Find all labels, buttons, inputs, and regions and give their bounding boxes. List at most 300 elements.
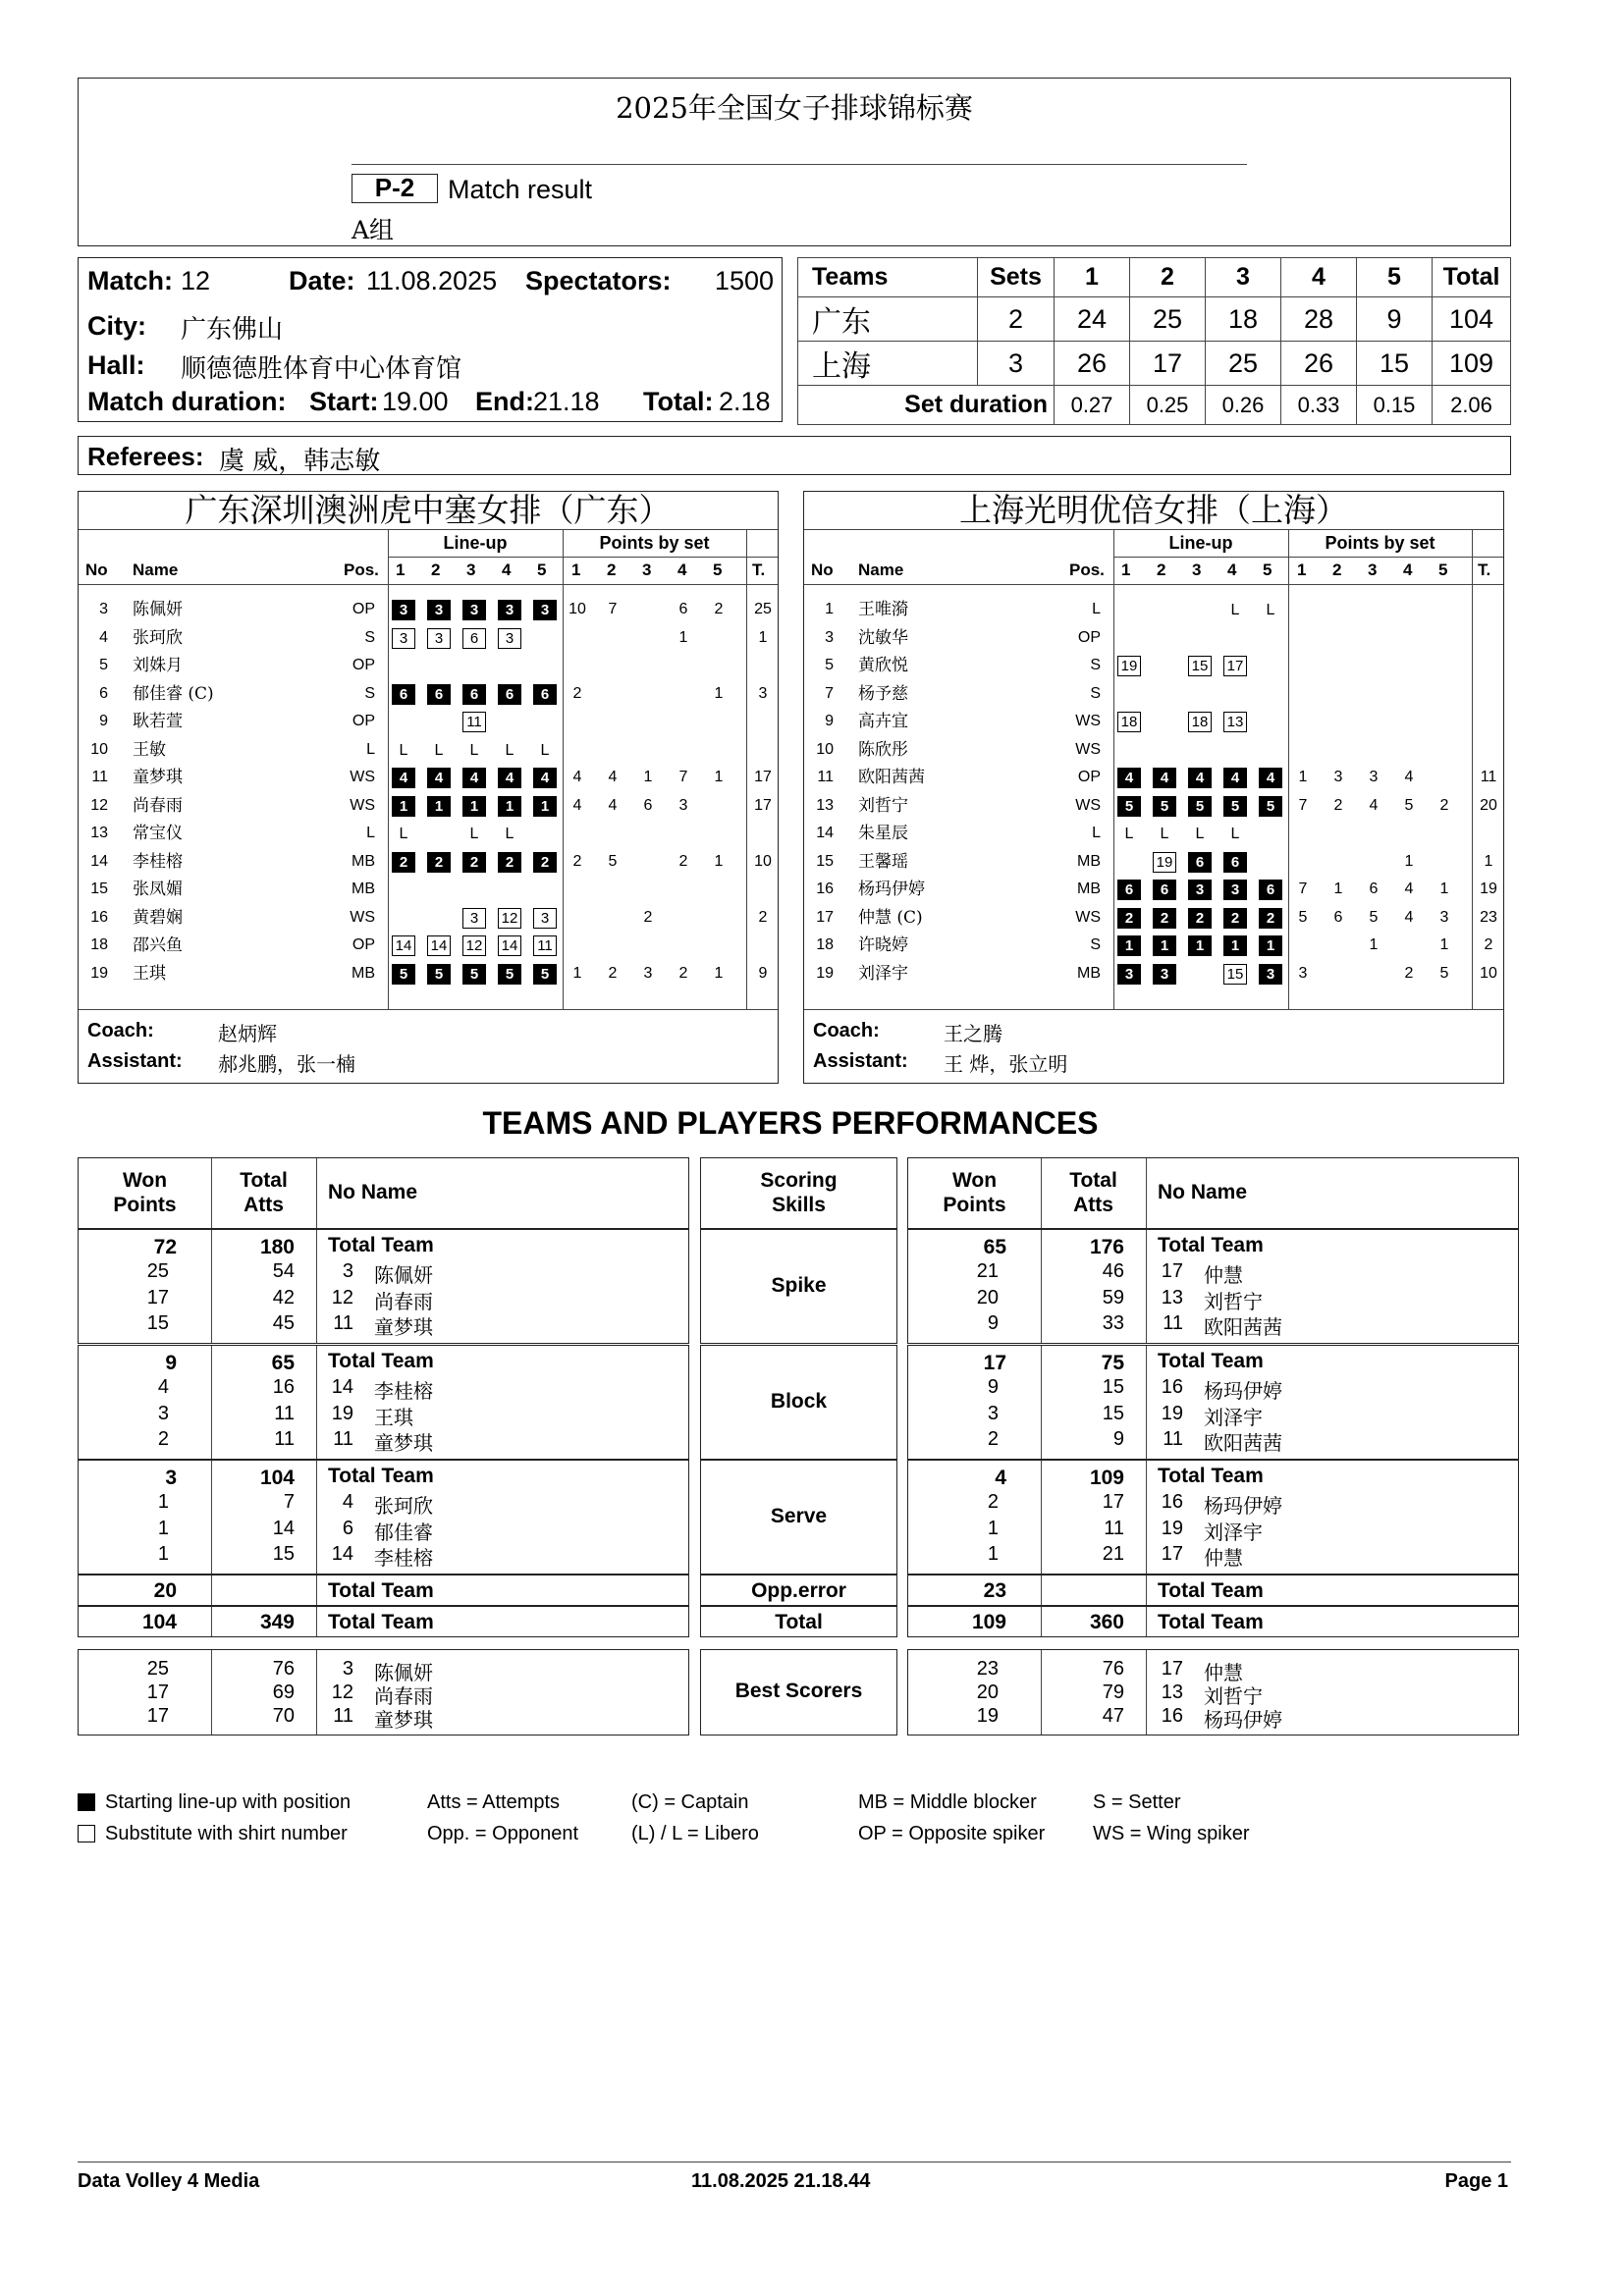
player-position: OP	[352, 657, 375, 673]
lineup-cell: 2	[1117, 908, 1141, 929]
player-name: 杨玛伊婷	[1204, 1708, 1282, 1732]
shirt-no: 11	[333, 1705, 353, 1727]
player-row	[79, 848, 778, 876]
lineup-cell: 3	[392, 628, 415, 649]
total-row-name	[700, 1606, 897, 1637]
lineup-cell: 13	[1223, 712, 1247, 732]
lineup-cell: 11	[533, 935, 557, 956]
sets-header: Sets	[978, 258, 1055, 297]
player-name: 仲慧	[1204, 1263, 1243, 1287]
lineup-cell: 19	[1153, 852, 1176, 873]
atts: 76	[1102, 1658, 1124, 1680]
shirt-no: 11	[333, 1428, 353, 1450]
total-points-header: T.	[1478, 561, 1491, 579]
lineup-cell: 14	[392, 935, 415, 956]
won-points: 1	[157, 1491, 169, 1513]
player-row	[804, 876, 1503, 903]
won-points: 21	[976, 1260, 999, 1282]
atts: 360	[1089, 1611, 1124, 1633]
shirt-no: 17	[1161, 1543, 1183, 1565]
lineup-set-header: 1	[396, 561, 406, 579]
player-row	[804, 624, 1503, 652]
lineup-cell: 3	[427, 600, 451, 620]
lineup-cell: 5	[1259, 796, 1282, 817]
lineup-cell: 1	[1223, 935, 1247, 956]
set-points: 2	[608, 964, 618, 982]
set-points: 2	[1333, 796, 1343, 814]
set5-header: 5	[1357, 258, 1433, 297]
scoring-skills-header: Scoring Skills	[760, 1169, 838, 1216]
player-row	[79, 764, 778, 791]
lineup-cell: 5	[462, 964, 486, 985]
city-label: City:	[87, 311, 146, 341]
atts: 76	[272, 1658, 295, 1680]
lineup-cell: L	[469, 741, 479, 759]
shirt-no: 14	[331, 1376, 353, 1398]
player-name: 刘泽宇	[1204, 1405, 1263, 1429]
total-points: 2	[1484, 936, 1493, 953]
player-name: 黄碧娴	[133, 907, 183, 928]
lineup-cell: 2	[533, 852, 557, 873]
lineup-cell: 2	[1223, 908, 1247, 929]
total-won-points: 9	[165, 1352, 177, 1374]
lineup-cell: 2	[427, 852, 451, 873]
empty-square-icon	[78, 1825, 95, 1842]
player-name: 杨玛伊婷	[858, 880, 925, 899]
set-points: 1	[1333, 881, 1343, 897]
player-position: WS	[350, 769, 375, 785]
atts: 70	[272, 1705, 295, 1727]
set-points: 3	[643, 964, 653, 982]
player-name: 张凤媚	[133, 880, 183, 899]
set-points: 1	[1369, 936, 1379, 953]
body-rule	[79, 1009, 778, 1010]
won-points: 25	[146, 1658, 169, 1680]
lineup-set-header: 5	[1263, 561, 1272, 579]
lineup-cell: 1	[392, 796, 415, 817]
set-points: 4	[1404, 881, 1414, 897]
player-name: 仲慧 (C)	[858, 907, 923, 928]
player-name: 刘泽宇	[858, 963, 908, 984]
no-header: No	[85, 561, 108, 579]
player-name: 刘泽宇	[1204, 1520, 1263, 1544]
footer-page: Page 1	[1444, 2170, 1508, 2192]
player-position: MB	[352, 964, 375, 982]
lineup-cell: 15	[1223, 964, 1247, 985]
player-row	[804, 680, 1503, 708]
lineup-cell: 11	[462, 712, 486, 732]
skill-block-a	[78, 1460, 689, 1575]
player-name: 杨玛伊婷	[1204, 1494, 1282, 1518]
lineup-cell: 6	[392, 684, 415, 705]
won-points: 17	[146, 1286, 169, 1308]
player-position: WS	[350, 908, 375, 926]
player-name: 陈佩妍	[133, 600, 183, 619]
set3-header: 3	[1206, 258, 1281, 297]
atts: 79	[1102, 1682, 1124, 1703]
player-number: 5	[825, 657, 834, 673]
set-duration-row	[798, 386, 1511, 425]
set4-duration: 0.33	[1281, 386, 1357, 425]
player-position: WS	[1075, 713, 1101, 729]
lineup-cell: 3	[462, 600, 486, 620]
player-name: 沈敏华	[858, 627, 908, 648]
lineup-cell: 1	[1117, 935, 1141, 956]
lineup-cell: 5	[392, 964, 415, 985]
legend-op: OP = Opposite spiker	[858, 1823, 1046, 1844]
atts: 47	[1102, 1705, 1124, 1727]
shirt-no: 17	[1161, 1658, 1183, 1680]
won-points: 4	[157, 1376, 169, 1398]
player-name: 童梦琪	[374, 1315, 433, 1339]
atts: 45	[272, 1312, 295, 1334]
set1-duration: 0.27	[1055, 386, 1130, 425]
player-row	[79, 708, 778, 735]
player-name: 刘姝月	[133, 656, 183, 675]
total-points: 17	[754, 769, 772, 785]
home-set5: 9	[1357, 297, 1433, 342]
player-number: 17	[816, 908, 834, 926]
header-rule	[79, 584, 778, 585]
coach-label: Coach:	[87, 1020, 154, 1041]
player-name: 李桂榕	[374, 1379, 433, 1403]
body-rule	[804, 1009, 1503, 1010]
set-points: 4	[572, 796, 582, 814]
set-points: 2	[572, 852, 582, 870]
footer-rule	[78, 2162, 1511, 2163]
opp_error-row-name	[700, 1575, 897, 1606]
total-points: 17	[754, 796, 772, 814]
lineup-cell: 5	[1223, 796, 1247, 817]
skill-block-b	[907, 1460, 1519, 1575]
lineup-set-header: 4	[1227, 561, 1237, 579]
set-points: 5	[608, 852, 618, 870]
lineup-set-header: 2	[431, 561, 441, 579]
set-points: 1	[1439, 881, 1449, 897]
lineup-cell: 5	[1153, 796, 1176, 817]
atts: 11	[274, 1428, 295, 1450]
total-points: 1	[758, 628, 768, 646]
lineup-cell: 4	[533, 768, 557, 788]
match-date: 11.08.2025	[366, 266, 498, 295]
player-position: WS	[1075, 796, 1101, 814]
player-number: 16	[816, 881, 834, 897]
col-rule	[1146, 1230, 1147, 1343]
lineup-cell: L	[1195, 826, 1205, 842]
lineup-cell: 5	[1117, 796, 1141, 817]
legend-libero: (L) / L = Libero	[631, 1823, 759, 1844]
player-name: 朱星辰	[858, 824, 908, 843]
set-points: 3	[1369, 769, 1379, 785]
home-total: 104	[1433, 297, 1511, 342]
player-name: 杨予慈	[858, 683, 908, 704]
player-name: 欧阳茜茜	[1204, 1315, 1282, 1339]
total-atts: 104	[259, 1467, 295, 1489]
shirt-no: 19	[331, 1402, 353, 1424]
start-time: 19.00	[382, 387, 449, 416]
atts: 16	[272, 1376, 295, 1398]
lineup-cell: L	[540, 741, 550, 759]
player-name: 欧阳茜茜	[858, 768, 925, 787]
player-position: OP	[352, 713, 375, 729]
player-name: 杨玛伊婷	[1204, 1379, 1282, 1403]
player-position: OP	[352, 601, 375, 617]
won-points: 1	[157, 1543, 169, 1565]
won-points: 2	[987, 1491, 999, 1513]
lineup-set-header: 2	[1157, 561, 1166, 579]
player-number: 7	[825, 684, 834, 702]
points-set-header: 1	[571, 561, 581, 579]
away-set1: 26	[1055, 342, 1130, 386]
lineup-cell: 1	[427, 796, 451, 817]
shirt-no: 13	[1161, 1682, 1183, 1703]
teams-header: Teams	[798, 258, 978, 297]
total-points-header: T.	[752, 561, 766, 579]
player-row	[79, 932, 778, 959]
col-rule	[316, 1158, 317, 1228]
player-number: 5	[99, 657, 108, 673]
end-label: End:	[475, 387, 534, 416]
row-name: Opp.error	[751, 1579, 846, 1602]
player-row	[804, 904, 1503, 932]
set-points: 6	[643, 796, 653, 814]
col-rule	[1146, 1346, 1147, 1459]
set-points: 3	[1333, 769, 1343, 785]
hall-label: Hall:	[87, 350, 145, 380]
player-row	[804, 736, 1503, 764]
lineup-set-header: 5	[537, 561, 547, 579]
won-points: 23	[976, 1658, 999, 1680]
set-points: 5	[1439, 964, 1449, 982]
total-atts: 180	[259, 1236, 295, 1258]
total-points: 3	[758, 684, 768, 702]
won-points: 2	[987, 1428, 999, 1450]
player-row	[79, 680, 778, 708]
player-name: 王馨瑶	[858, 851, 908, 872]
player-name: 耿若萱	[133, 712, 183, 731]
set-points: 4	[1404, 769, 1414, 785]
set-points: 7	[1298, 881, 1308, 897]
set-points: 1	[572, 964, 582, 982]
set-points: 6	[1369, 881, 1379, 897]
lineup-set-header: 3	[466, 561, 476, 579]
lineup-cell: 3	[533, 908, 557, 929]
player-row	[79, 596, 778, 623]
atts: 15	[1102, 1402, 1124, 1424]
shirt-no: 6	[342, 1517, 353, 1539]
perf-header-b	[907, 1157, 1519, 1229]
lineup-cell: 6	[1117, 880, 1141, 900]
won-points: 19	[976, 1705, 999, 1727]
atts: 33	[1102, 1312, 1124, 1334]
shirt-no: 4	[342, 1491, 353, 1513]
won-points: 9	[987, 1376, 999, 1398]
won-points: 20	[976, 1286, 999, 1308]
away-set3: 25	[1206, 342, 1281, 386]
team_b-name: 上海光明优倍女排（上海）	[959, 491, 1348, 529]
set-points: 1	[714, 852, 724, 870]
player-number: 11	[817, 769, 834, 785]
total-won-points: 17	[983, 1352, 1006, 1374]
player-row	[79, 624, 778, 652]
perf-header-skills	[700, 1157, 897, 1229]
player-row	[804, 820, 1503, 847]
lineup-cell: 3	[1117, 964, 1141, 985]
atts: 54	[272, 1260, 295, 1282]
set-points: 7	[608, 601, 618, 617]
home-set2: 25	[1130, 297, 1206, 342]
player-name: 尚春雨	[374, 1289, 433, 1313]
lineup-cell: 3	[462, 908, 486, 929]
total-points: 20	[1480, 796, 1497, 814]
legend-substitute	[78, 1823, 348, 1845]
won-points-header: Won Points	[113, 1169, 177, 1216]
legend-s: S = Setter	[1093, 1791, 1181, 1813]
player-number: 15	[816, 852, 834, 870]
col-rule	[316, 1230, 317, 1343]
player-number: 1	[825, 601, 834, 617]
home-sets: 2	[978, 297, 1055, 342]
lineup-cell: 6	[1223, 852, 1247, 873]
away-total: 109	[1433, 342, 1511, 386]
lineup-cell: 3	[1188, 880, 1212, 900]
player-row	[804, 596, 1503, 623]
shirt-no: 16	[1161, 1705, 1183, 1727]
name-header: Name	[858, 561, 904, 579]
legend-starting	[78, 1791, 351, 1814]
player-number: 18	[816, 936, 834, 953]
total-won-points: 65	[983, 1236, 1006, 1258]
lineup-cell: 3	[427, 628, 451, 649]
total-row-a	[78, 1606, 689, 1637]
player-name: 李桂榕	[374, 1546, 433, 1570]
lineup-cell: 6	[427, 684, 451, 705]
lineup-header: Line-up	[1168, 533, 1233, 553]
total-won-points: 72	[153, 1236, 177, 1258]
player-name: 郁佳睿	[374, 1520, 433, 1544]
total-team-label: Total Team	[328, 1234, 434, 1256]
lineup-cell: 3	[1223, 880, 1247, 900]
lineup-cell: 6	[1153, 880, 1176, 900]
player-position: OP	[1077, 769, 1101, 785]
total-atts-header: Total Atts	[240, 1169, 288, 1216]
name-rule	[79, 529, 778, 530]
no-name-header: No Name	[1158, 1181, 1248, 1203]
score-row-home	[798, 297, 1511, 342]
won-points: 1	[987, 1517, 999, 1539]
player-name: 欧阳茜茜	[1204, 1431, 1282, 1455]
lineup-cell: 2	[1153, 908, 1176, 929]
set-points: 3	[678, 796, 688, 814]
shirt-no: 11	[1163, 1312, 1183, 1334]
home-set3: 18	[1206, 297, 1281, 342]
coach-label: Coach:	[813, 1020, 880, 1041]
atts: 69	[272, 1682, 295, 1703]
lineup-cell: 4	[1117, 768, 1141, 788]
set-points: 4	[608, 796, 618, 814]
col-rule	[1146, 1575, 1147, 1605]
set-points: 4	[1369, 796, 1379, 814]
player-number: 19	[90, 964, 108, 982]
won-points: 15	[146, 1312, 169, 1334]
shirt-no: 16	[1161, 1491, 1183, 1513]
set-points: 5	[1369, 908, 1379, 926]
set3-duration: 0.26	[1206, 386, 1281, 425]
set-points: 2	[643, 908, 653, 926]
col-rule	[316, 1346, 317, 1459]
spectators-label: Spectators:	[525, 266, 672, 295]
total-won-points: 3	[165, 1467, 177, 1489]
assistant-names: 郝兆鹏，张一楠	[218, 1052, 355, 1076]
player-name: 王敏	[133, 739, 166, 760]
points-header: Points by set	[1325, 533, 1435, 553]
lineup-cell: L	[1230, 602, 1240, 618]
total-points: 19	[1480, 881, 1497, 897]
total-header: Total	[1433, 258, 1511, 297]
total-row-b	[907, 1606, 1519, 1637]
set-points: 1	[714, 684, 724, 702]
lineup-cell: 6	[533, 684, 557, 705]
player-position: WS	[1075, 740, 1101, 758]
row-name: Total	[775, 1611, 823, 1633]
player-row	[79, 876, 778, 903]
assistant-names: 王 烨，张立明	[944, 1052, 1068, 1076]
player-number: 14	[816, 825, 834, 841]
set-points: 4	[608, 769, 618, 785]
total-team-label: Total Team	[328, 1611, 434, 1633]
lineup-cell: 18	[1117, 712, 1141, 732]
won-points: 2	[157, 1428, 169, 1450]
lineup-cell: 2	[1259, 908, 1282, 929]
lineup-cell: 6	[462, 684, 486, 705]
best-scorers-b	[907, 1649, 1519, 1735]
won-points: 25	[146, 1260, 169, 1282]
set-points: 6	[678, 601, 688, 617]
player-position: MB	[352, 852, 375, 870]
player-position: WS	[1075, 908, 1101, 926]
shirt-no: 3	[342, 1658, 353, 1680]
player-name: 刘哲宁	[858, 795, 908, 816]
col-rule	[1041, 1158, 1042, 1228]
title-underline	[352, 164, 1247, 165]
skill-block-name	[700, 1345, 897, 1460]
set-points: 2	[678, 852, 688, 870]
player-name: 王唯漪	[858, 600, 908, 619]
score-header-row	[798, 258, 1511, 297]
atts: 46	[1102, 1260, 1124, 1282]
player-position: S	[1090, 684, 1101, 702]
footer-timestamp: 11.08.2025 21.18.44	[691, 2170, 871, 2192]
lineup-cell: 4	[392, 768, 415, 788]
player-number: 18	[90, 936, 108, 953]
lineup-cell: 19	[1117, 656, 1141, 676]
lineup-cell: 3	[1153, 964, 1176, 985]
won-points: 17	[146, 1705, 169, 1727]
away-sets: 3	[978, 342, 1055, 386]
lineup-set-header: 1	[1121, 561, 1131, 579]
total-label: Total:	[643, 387, 714, 416]
points-set-header: 3	[642, 561, 652, 579]
total-atts: 75	[1101, 1352, 1124, 1374]
player-number: 12	[90, 796, 108, 814]
set-points: 5	[1298, 908, 1308, 926]
lineup-cell: L	[399, 826, 408, 842]
player-row	[79, 792, 778, 820]
skill-block-a	[78, 1229, 689, 1344]
player-name: 许晓婷	[858, 935, 908, 955]
match-number: 12	[181, 266, 211, 295]
player-number: 19	[816, 964, 834, 982]
